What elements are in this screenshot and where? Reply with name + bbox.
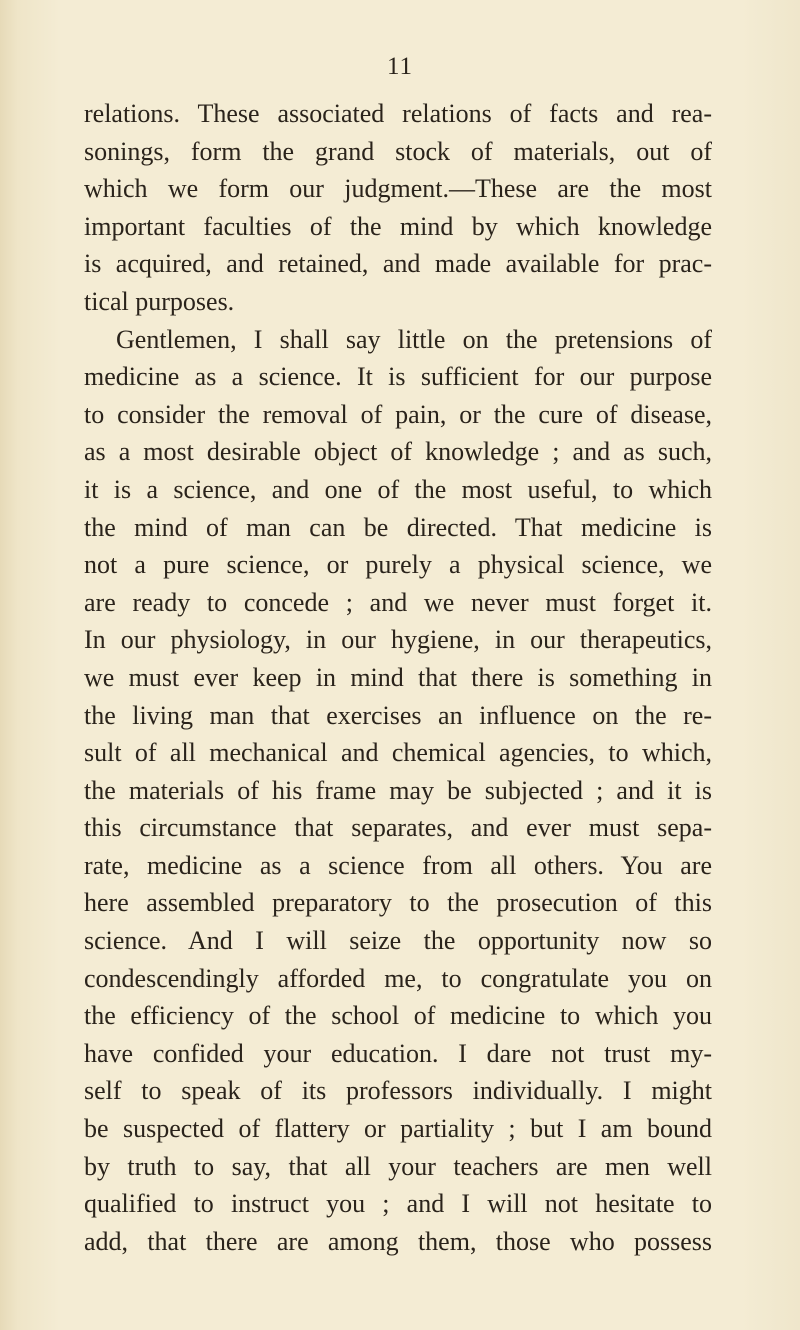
text-line: as a most desirable object of knowledge ; and as such, bbox=[84, 437, 712, 467]
text-line: the living man that exercises an influence on the re- bbox=[84, 700, 712, 730]
text-line: medicine as a science. It is sufficient for our purpose bbox=[84, 362, 712, 392]
text-line: is acquired, and retained, and made available for prac- bbox=[84, 249, 712, 279]
text-line: by truth to say, that all your teachers are men well bbox=[84, 1151, 712, 1181]
text-line: In our physiology, in our hygiene, in our therapeutics, bbox=[84, 625, 712, 655]
text-line: be suspected of flattery or partiality ; but I am bound bbox=[84, 1114, 712, 1144]
text-line: have confided your education. I dare not trust my- bbox=[84, 1038, 712, 1068]
page-number: 11 bbox=[386, 53, 414, 80]
text-line: add, that there are among them, those who possess bbox=[84, 1226, 712, 1256]
text-line: are ready to concede ; and we never must forget it. bbox=[84, 587, 712, 617]
text-line: the materials of his frame may be subjected ; and it is bbox=[84, 775, 712, 805]
text-line: the efficiency of the school of medicine to which you bbox=[84, 1001, 712, 1031]
text-line: important faculties of the mind by which knowledge bbox=[84, 211, 712, 241]
text-line: relations. These associated relations of facts and rea- bbox=[84, 99, 712, 128]
text-line: not a pure science, or purely a physical science, we bbox=[84, 550, 712, 580]
text-line: sonings, form the grand stock of materials, out of bbox=[84, 136, 712, 166]
text-line: Gentlemen, I shall say little on the pretensions of bbox=[116, 324, 712, 354]
text-line: to consider the removal of pain, or the cure of disease, bbox=[84, 399, 712, 429]
text-line: the mind of man can be directed. That medicine is bbox=[84, 512, 712, 542]
text-line: it is a science, and one of the most useful, to which bbox=[84, 474, 712, 504]
text-line: this circumstance that separates, and ever must sepa- bbox=[84, 813, 712, 843]
text-line: rate, medicine as a science from all others. You are bbox=[84, 850, 712, 880]
text-line: science. And I will seize the opportunity now so bbox=[84, 926, 712, 956]
text-line: tical purposes. bbox=[84, 286, 235, 316]
text-line: which we form our judgment.—These are the most bbox=[84, 174, 712, 204]
body-text bbox=[84, 95, 712, 1260]
text-line: self to speak of its professors individually. I might bbox=[84, 1076, 712, 1106]
text-line: we must ever keep in mind that there is something in bbox=[84, 662, 712, 692]
text-line: here assembled preparatory to the prosecution of this bbox=[84, 888, 712, 918]
text-line: qualified to instruct you ; and I will not hesitate to bbox=[84, 1189, 712, 1219]
text-line: condescendingly afforded me, to congratulate you on bbox=[84, 963, 712, 993]
text-line: sult of all mechanical and chemical agencies, to which, bbox=[84, 738, 712, 768]
